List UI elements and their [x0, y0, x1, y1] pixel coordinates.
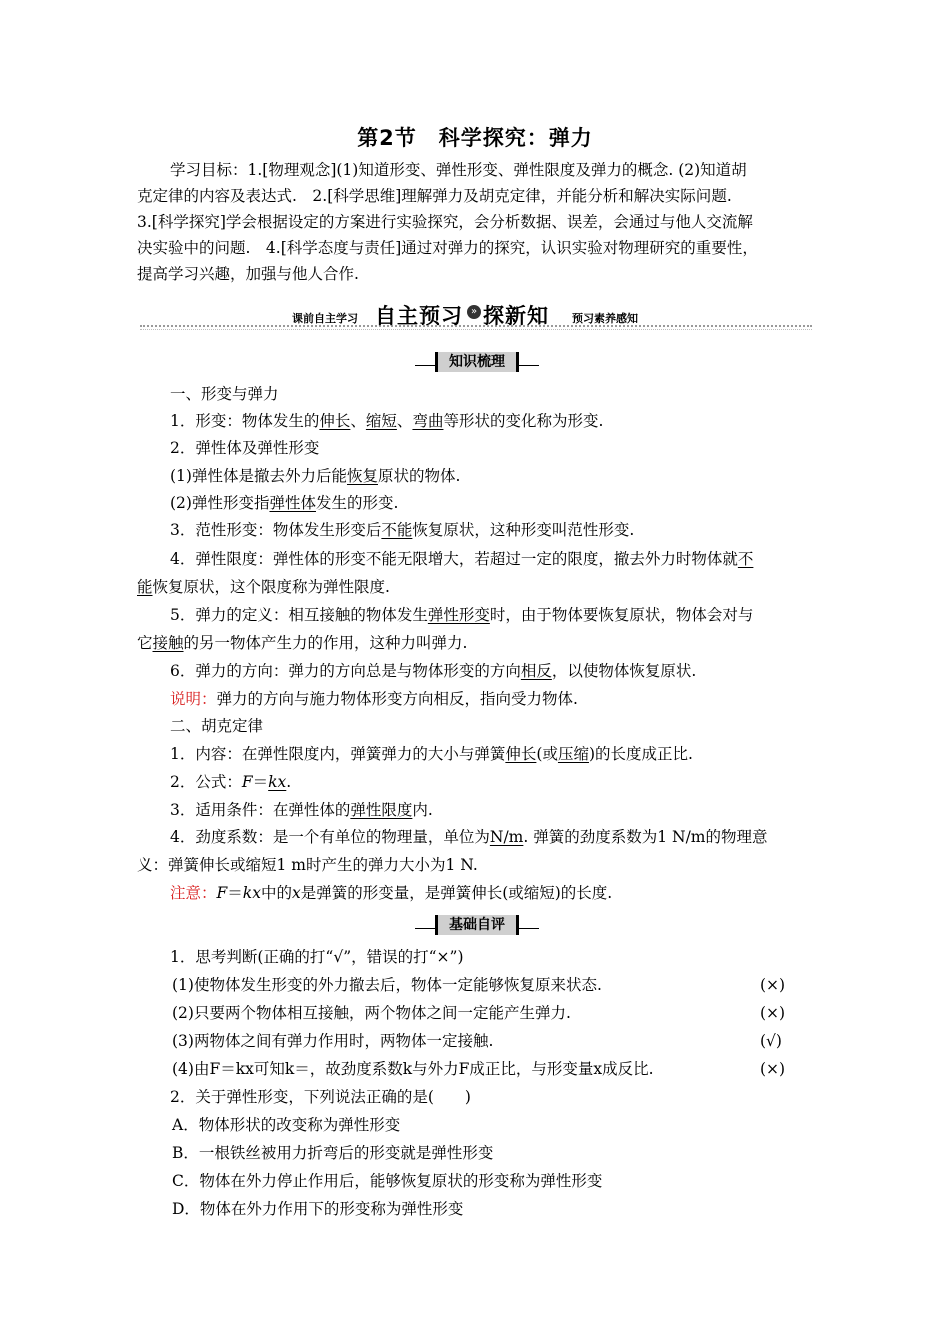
- judgement-item: (2)只要两个物体相互接触，两个物体之间一定能产生弹力.: [172, 1004, 571, 1022]
- paragraph-elastic-body-1: (1)弹性体是撤去外力后能恢复原状的物体.: [170, 467, 461, 485]
- banner-right-caption: 预习素养感知: [572, 312, 638, 325]
- paragraph-elastic-body: 2．弹性体及弹性形变: [170, 439, 320, 457]
- banner-divider: [140, 325, 812, 327]
- judgement-mark: (×): [760, 1060, 786, 1078]
- section-banner: [140, 300, 812, 334]
- judgement-item: (1)使物体发生形变的外力撤去后，物体一定能够恢复原来状态.: [172, 976, 602, 994]
- judgement-mark: (×): [760, 976, 786, 994]
- paragraph-stiffness: 4．劲度系数：是一个有单位的物理量，单位为N/m. 弹簧的劲度系数为1 N/m的物理意: [170, 828, 768, 846]
- paragraph-hooke-content: 1．内容：在弹性限度内，弹簧弹力的大小与弹簧伸长(或压缩)的长度成正比.: [170, 745, 693, 763]
- objectives-line-3: 3.[科学探究]学会根据设定的方案进行实验探究，会分析数据、误差，会通过与他人交流解: [137, 213, 753, 231]
- paragraph-hooke-formula: 2．公式：F＝kx.: [170, 773, 292, 791]
- paragraph-elastic-body-2: (2)弹性形变指弹性体发生的形变.: [170, 494, 399, 512]
- judgement-mark: (×): [760, 1004, 786, 1022]
- paragraph-force-direction: 6．弹力的方向：弹力的方向总是与物体形变的方向相反，以使物体恢复原状.: [170, 662, 697, 680]
- banner-title-right: 探新知: [483, 304, 549, 328]
- paragraph-elastic-force: 5．弹力的定义：相互接触的物体发生弹性形变时，由于物体要恢复原状，物体会对与: [170, 606, 754, 624]
- page-title: 第2节 科学探究：弹力: [357, 126, 593, 150]
- banner-title-left: 自主预习: [375, 304, 463, 328]
- judgement-mark: (√): [760, 1032, 782, 1050]
- option-d: D．物体在外力作用下的形变称为弹性形变: [172, 1200, 464, 1218]
- note-explanation: 说明：弹力的方向与施力物体形变方向相反，指向受力物体.: [170, 690, 578, 708]
- option-b: B．一根铁丝被用力折弯后的形变就是弹性形变: [172, 1144, 494, 1162]
- banner-divider-secondary: [140, 329, 812, 330]
- paragraph-hooke-condition: 3．适用条件：在弹性体的弹性限度内.: [170, 801, 433, 819]
- paragraph-plastic: 3．范性形变：物体发生形变后不能恢复原状，这种形变叫范性形变.: [170, 521, 635, 539]
- objectives-line-5: 提高学习兴趣，加强与他人合作.: [137, 265, 359, 283]
- heading-hooke: 二、胡克定律: [170, 717, 264, 735]
- paragraph-elastic-limit-cont: 能恢复原状，这个限度称为弹性限度.: [137, 578, 390, 596]
- section-heading-label: 知识梳理: [435, 352, 519, 372]
- paragraph-stiffness-cont: 义：弹簧伸长或缩短1 m时产生的弹力大小为1 N.: [137, 856, 478, 874]
- note-attention: 注意：F＝kx中的x是弹簧的形变量，是弹簧伸长(或缩短)的长度.: [170, 884, 613, 902]
- arrow-icon: »: [467, 305, 481, 319]
- paragraph-deformation: 1．形变：物体发生的伸长、缩短、弯曲等形状的变化称为形变.: [170, 412, 604, 430]
- objectives-line-2: 克定律的内容及表达式. 2.[科学思维]理解弹力及胡克定律，并能分析和解决实际问题.: [137, 187, 732, 205]
- objectives-line-4: 决实验中的问题. 4.[科学态度与责任]通过对弹力的探究，认识实验对物理研究的重要性，: [137, 239, 758, 257]
- paragraph-elastic-limit: 4．弹性限度：弹性体的形变不能无限增大，若超过一定的限度，撤去外力时物体就不: [170, 550, 754, 568]
- heading-deformation: 一、形变与弹力: [170, 385, 279, 403]
- option-c: C．物体在外力停止作用后，能够恢复原状的形变称为弹性形变: [172, 1172, 603, 1190]
- objectives-line-1: 学习目标：1.[物理观念](1)知道形变、弹性形变、弹性限度及弹力的概念. (2)知道胡: [170, 161, 747, 179]
- option-a: A．物体形状的改变称为弹性形变: [172, 1116, 401, 1134]
- banner-left-caption: 课前自主学习: [292, 312, 358, 325]
- judgement-item: (4)由F＝kx可知k＝，故劲度系数k与外力F成正比，与形变量x成反比.: [172, 1060, 654, 1078]
- section-heading-self-assessment: [415, 915, 539, 937]
- question-2: 2．关于弹性形变，下列说法正确的是( ): [170, 1088, 471, 1106]
- question-1-intro: 1．思考判断(正确的打“√”，错误的打“×”): [170, 948, 464, 966]
- judgement-item: (3)两物体之间有弹力作用时，两物体一定接触.: [172, 1032, 494, 1050]
- section-heading-label: 基础自评: [435, 915, 519, 935]
- paragraph-elastic-force-cont: 它接触的另一物体产生力的作用，这种力叫弹力.: [137, 634, 468, 652]
- section-heading-knowledge: [415, 352, 539, 374]
